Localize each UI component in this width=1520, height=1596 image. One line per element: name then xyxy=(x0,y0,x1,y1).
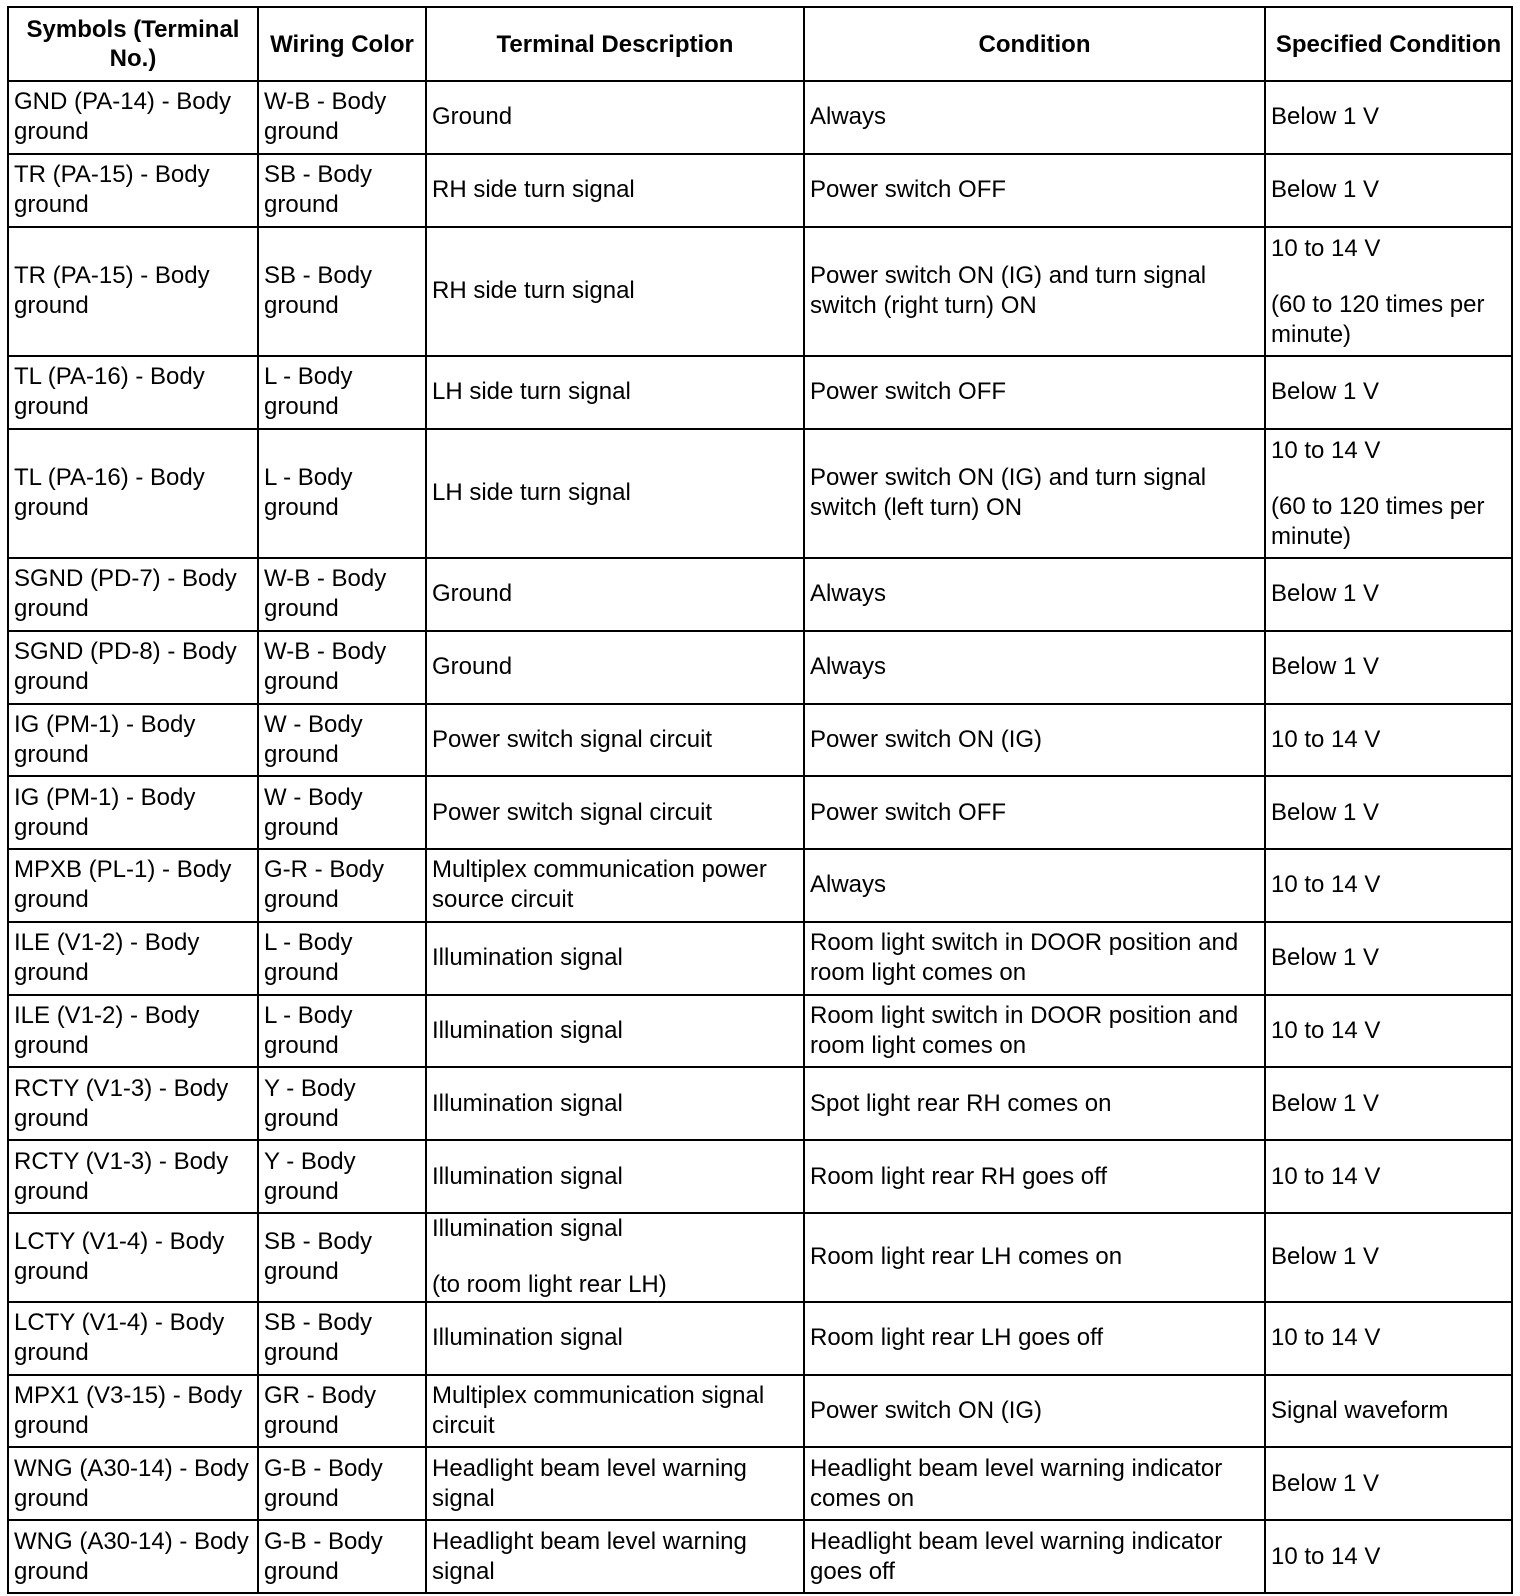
specified-condition-cell xyxy=(1265,1520,1512,1593)
symbol-cell: TL (PA-16) - Body ground xyxy=(8,356,258,429)
wiring-color-cell: W-B - Body ground xyxy=(258,81,426,154)
terminal-description-cell-line: Illumination signal xyxy=(432,944,623,972)
wiring-color-cell: L - Body ground xyxy=(258,429,426,558)
terminal-description-cell xyxy=(426,849,804,922)
specified-condition-cell xyxy=(1265,81,1512,154)
specified-condition-cell xyxy=(1265,1213,1512,1302)
specified-condition-cell xyxy=(1265,922,1512,995)
wiring-color-cell: SB - Body ground xyxy=(258,1213,426,1302)
symbol-cell: MPXB (PL-1) - Body ground xyxy=(8,849,258,922)
specified-condition-cell xyxy=(1265,1067,1512,1140)
terminal-description-cell-line: LH side turn signal xyxy=(432,479,631,507)
condition-cell: Power switch OFF xyxy=(804,776,1265,849)
symbol-cell: IG (PM-1) - Body ground xyxy=(8,704,258,777)
table-row xyxy=(8,1140,1512,1213)
terminal-description-cell xyxy=(426,631,804,704)
table-row xyxy=(8,1067,1512,1140)
table-row xyxy=(8,429,1512,558)
symbol-cell: GND (PA-14) - Body ground xyxy=(8,81,258,154)
table-row xyxy=(8,995,1512,1068)
wiring-color-cell: Y - Body ground xyxy=(258,1140,426,1213)
specified-condition-cell-line: Below 1 V xyxy=(1271,1469,1380,1497)
table-row xyxy=(8,1447,1512,1520)
table-row xyxy=(8,227,1512,356)
specified-condition-cell-line: (60 to 120 times per minute) xyxy=(1271,290,1485,348)
symbol-cell: WNG (A30-14) - Body ground xyxy=(8,1447,258,1520)
symbol-cell: RCTY (V1-3) - Body ground xyxy=(8,1067,258,1140)
wiring-color-cell: SB - Body ground xyxy=(258,1302,426,1375)
condition-cell: Always xyxy=(804,631,1265,704)
wiring-color-cell: W - Body ground xyxy=(258,704,426,777)
terminal-inspection-table xyxy=(7,6,1513,1594)
terminal-description-cell xyxy=(426,356,804,429)
terminal-description-cell-line: Illumination signal xyxy=(432,1162,623,1190)
specified-condition-cell xyxy=(1265,995,1512,1068)
wiring-color-cell: SB - Body ground xyxy=(258,154,426,227)
terminal-description-cell xyxy=(426,1067,804,1140)
table-row xyxy=(8,1375,1512,1448)
wiring-color-cell: L - Body ground xyxy=(258,995,426,1068)
specified-condition-cell-line: 10 to 14 V xyxy=(1271,1162,1381,1190)
condition-cell: Spot light rear RH comes on xyxy=(804,1067,1265,1140)
condition-cell: Room light switch in DOOR position and room light comes on xyxy=(804,922,1265,995)
terminal-description-cell xyxy=(426,1140,804,1213)
specified-condition-cell xyxy=(1265,849,1512,922)
specified-condition-cell xyxy=(1265,356,1512,429)
symbol-cell: WNG (A30-14) - Body ground xyxy=(8,1520,258,1593)
terminal-description-cell-line: (to room light rear LH) xyxy=(432,1271,667,1299)
terminal-description-cell-line: Illumination signal xyxy=(432,1089,623,1117)
terminal-description-cell xyxy=(426,1447,804,1520)
header-condition: Condition xyxy=(804,7,1265,81)
specified-condition-cell-line: Below 1 V xyxy=(1271,944,1380,972)
wiring-color-cell: W - Body ground xyxy=(258,776,426,849)
specified-condition-cell-line: 10 to 14 V xyxy=(1271,234,1381,262)
symbol-cell: TL (PA-16) - Body ground xyxy=(8,429,258,558)
condition-cell: Power switch ON (IG) and turn signal switch (left turn) ON xyxy=(804,429,1265,558)
terminal-description-cell-line: RH side turn signal xyxy=(432,277,635,305)
condition-cell: Always xyxy=(804,558,1265,631)
wiring-color-cell: G-B - Body ground xyxy=(258,1447,426,1520)
header-symbols: Symbols (Terminal No.) xyxy=(8,7,258,81)
terminal-description-cell-line: RH side turn signal xyxy=(432,176,635,204)
specified-condition-cell xyxy=(1265,558,1512,631)
condition-cell: Always xyxy=(804,849,1265,922)
symbol-cell: TR (PA-15) - Body ground xyxy=(8,154,258,227)
table-row xyxy=(8,154,1512,227)
terminal-description-cell-line: Ground xyxy=(432,580,513,608)
table-row xyxy=(8,81,1512,154)
terminal-description-cell xyxy=(426,1213,804,1302)
specified-condition-cell-line: 10 to 14 V xyxy=(1271,725,1381,753)
wiring-color-cell: W-B - Body ground xyxy=(258,558,426,631)
terminal-description-cell xyxy=(426,922,804,995)
condition-cell: Power switch ON (IG) and turn signal switch (right turn) ON xyxy=(804,227,1265,356)
wiring-color-cell: GR - Body ground xyxy=(258,1375,426,1448)
terminal-description-cell-line: Illumination signal xyxy=(432,1016,623,1044)
symbol-cell: ILE (V1-2) - Body ground xyxy=(8,922,258,995)
specified-condition-cell-line: Below 1 V xyxy=(1271,1089,1380,1117)
specified-condition-cell xyxy=(1265,429,1512,558)
table-row xyxy=(8,558,1512,631)
wiring-color-cell: G-R - Body ground xyxy=(258,849,426,922)
terminal-description-cell xyxy=(426,429,804,558)
header-wiring-color: Wiring Color xyxy=(258,7,426,81)
condition-cell: Always xyxy=(804,81,1265,154)
table-row xyxy=(8,631,1512,704)
terminal-description-cell xyxy=(426,1302,804,1375)
terminal-description-cell-line: Multiplex communication power source circuit xyxy=(432,856,767,914)
header-specified-condition: Specified Condition xyxy=(1265,7,1512,81)
symbol-cell: LCTY (V1-4) - Body ground xyxy=(8,1213,258,1302)
terminal-description-cell-line: LH side turn signal xyxy=(432,378,631,406)
header-row xyxy=(8,7,1512,81)
specified-condition-cell-line: Below 1 V xyxy=(1271,103,1380,131)
specified-condition-cell-line: Below 1 V xyxy=(1271,176,1380,204)
condition-cell: Room light rear LH goes off xyxy=(804,1302,1265,1375)
table-row xyxy=(8,704,1512,777)
specified-condition-cell-line: Below 1 V xyxy=(1271,580,1380,608)
terminal-description-cell xyxy=(426,776,804,849)
terminal-description-cell-line: Multiplex communication signal circuit xyxy=(432,1381,765,1439)
terminal-description-cell xyxy=(426,227,804,356)
condition-cell: Power switch ON (IG) xyxy=(804,1375,1265,1448)
terminal-description-cell-line: Power switch signal circuit xyxy=(432,725,713,753)
condition-cell: Headlight beam level warning indicator goes off xyxy=(804,1520,1265,1593)
condition-cell: Power switch OFF xyxy=(804,356,1265,429)
specified-condition-cell xyxy=(1265,704,1512,777)
table-row xyxy=(8,922,1512,995)
terminal-description-cell-line: Power switch signal circuit xyxy=(432,798,713,826)
terminal-description-cell xyxy=(426,154,804,227)
specified-condition-cell-line: 10 to 14 V xyxy=(1271,871,1381,899)
terminal-description-cell xyxy=(426,995,804,1068)
table-row xyxy=(8,776,1512,849)
terminal-description-cell-line: Ground xyxy=(432,103,513,131)
terminal-description-cell-line: Illumination signal xyxy=(432,1215,623,1243)
table-row xyxy=(8,356,1512,429)
table-row xyxy=(8,1520,1512,1593)
specified-condition-cell xyxy=(1265,631,1512,704)
specified-condition-cell xyxy=(1265,1375,1512,1448)
header-terminal-description: Terminal Description xyxy=(426,7,804,81)
symbol-cell: ILE (V1-2) - Body ground xyxy=(8,995,258,1068)
specified-condition-cell-line: Signal waveform xyxy=(1271,1396,1449,1424)
specified-condition-cell-line: Below 1 V xyxy=(1271,798,1380,826)
table-row xyxy=(8,849,1512,922)
specified-condition-cell-line: Below 1 V xyxy=(1271,378,1380,406)
specified-condition-cell xyxy=(1265,1302,1512,1375)
wiring-color-cell: G-B - Body ground xyxy=(258,1520,426,1593)
specified-condition-cell-line: 10 to 14 V xyxy=(1271,436,1381,464)
wiring-color-cell: SB - Body ground xyxy=(258,227,426,356)
symbol-cell: RCTY (V1-3) - Body ground xyxy=(8,1140,258,1213)
table-body xyxy=(8,81,1512,1593)
specified-condition-cell xyxy=(1265,1447,1512,1520)
terminal-description-cell xyxy=(426,1375,804,1448)
condition-cell: Headlight beam level warning indicator comes on xyxy=(804,1447,1265,1520)
symbol-cell: SGND (PD-7) - Body ground xyxy=(8,558,258,631)
wiring-color-cell: Y - Body ground xyxy=(258,1067,426,1140)
specified-condition-cell-line: Below 1 V xyxy=(1271,1243,1380,1271)
condition-cell: Room light rear LH comes on xyxy=(804,1213,1265,1302)
terminal-description-cell xyxy=(426,1520,804,1593)
terminal-description-cell xyxy=(426,704,804,777)
table-row xyxy=(8,1213,1512,1302)
symbol-cell: LCTY (V1-4) - Body ground xyxy=(8,1302,258,1375)
specified-condition-cell xyxy=(1265,154,1512,227)
condition-cell: Room light switch in DOOR position and room light comes on xyxy=(804,995,1265,1068)
specified-condition-cell-line: Below 1 V xyxy=(1271,653,1380,681)
wiring-color-cell: W-B - Body ground xyxy=(258,631,426,704)
terminal-description-cell-line: Ground xyxy=(432,653,513,681)
specified-condition-cell-line: (60 to 120 times per minute) xyxy=(1271,492,1485,550)
specified-condition-cell-line: 10 to 14 V xyxy=(1271,1324,1381,1352)
terminal-description-cell-line: Illumination signal xyxy=(432,1324,623,1352)
wiring-color-cell: L - Body ground xyxy=(258,356,426,429)
terminal-description-cell-line: Headlight beam level warning signal xyxy=(432,1527,747,1585)
specified-condition-cell-line: 10 to 14 V xyxy=(1271,1542,1381,1570)
wiring-color-cell: L - Body ground xyxy=(258,922,426,995)
symbol-cell: MPX1 (V3-15) - Body ground xyxy=(8,1375,258,1448)
specified-condition-cell xyxy=(1265,1140,1512,1213)
symbol-cell: IG (PM-1) - Body ground xyxy=(8,776,258,849)
condition-cell: Power switch OFF xyxy=(804,154,1265,227)
symbol-cell: SGND (PD-8) - Body ground xyxy=(8,631,258,704)
terminal-description-cell-line: Headlight beam level warning signal xyxy=(432,1454,747,1512)
table-row xyxy=(8,1302,1512,1375)
condition-cell: Power switch ON (IG) xyxy=(804,704,1265,777)
specified-condition-cell xyxy=(1265,776,1512,849)
specified-condition-cell xyxy=(1265,227,1512,356)
terminal-description-cell xyxy=(426,558,804,631)
specified-condition-cell-line: 10 to 14 V xyxy=(1271,1016,1381,1044)
symbol-cell: TR (PA-15) - Body ground xyxy=(8,227,258,356)
terminal-description-cell xyxy=(426,81,804,154)
condition-cell: Room light rear RH goes off xyxy=(804,1140,1265,1213)
